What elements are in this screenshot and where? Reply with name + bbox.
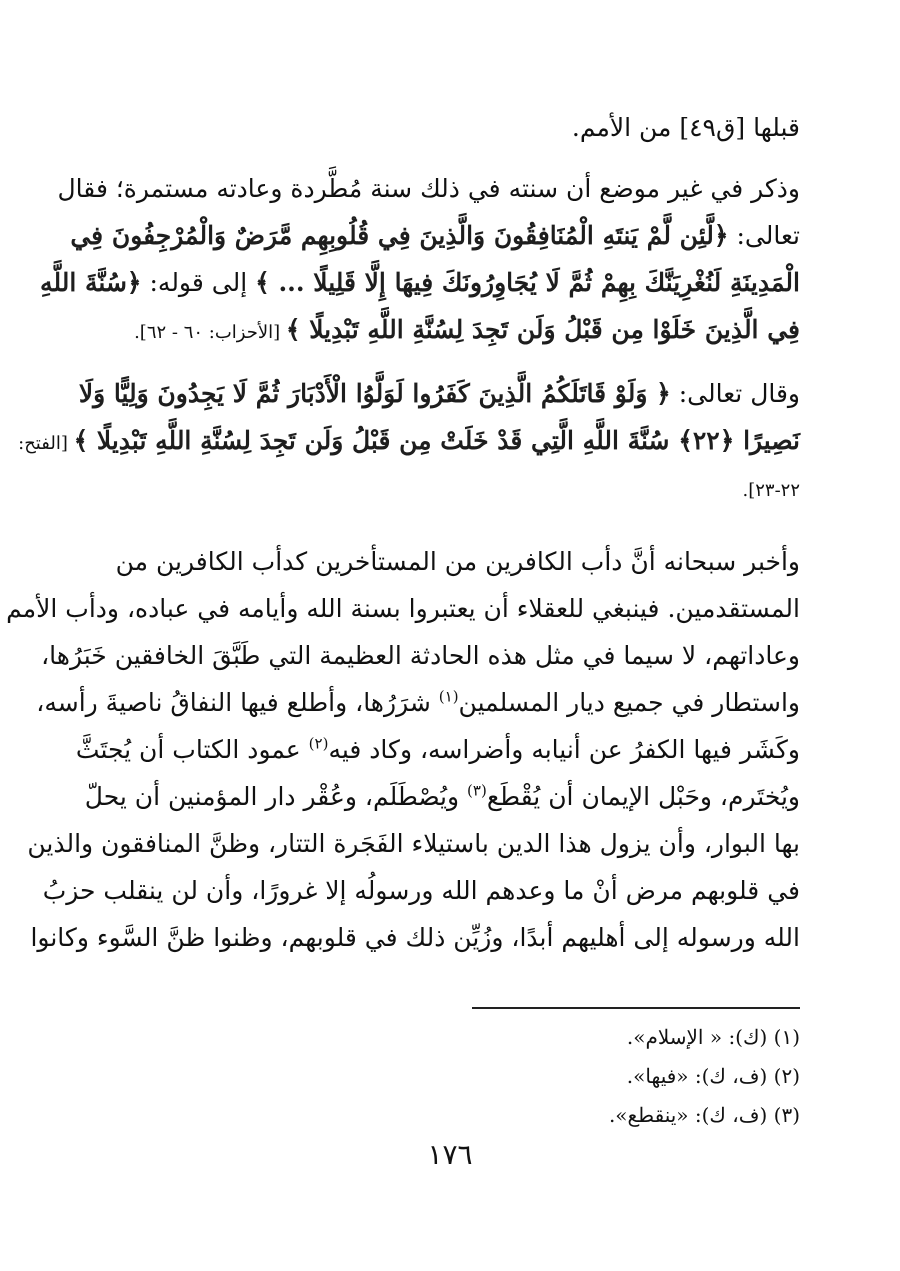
quran-verse: ﴿لَّئِن لَّمْ يَنتَهِ الْمُنَافِقُونَ وَالَّذِينَ فِي قُلُوبِهِم مَّرَضٌ وَالْمُرْجِفُونَ فِي	[70, 221, 729, 250]
text-run: ويُصْطَلَم، وعُقْر دار المؤمنين أن يحلّ	[84, 782, 468, 811]
text-run: وكَشَر فيها الكفرُ عن أنيابه وأضراسه، وكاد فيه	[328, 735, 800, 764]
text-run: إلى قوله:	[141, 268, 256, 297]
paragraph-4-line	[75, 726, 800, 773]
paragraph-2-line	[70, 212, 800, 259]
footnote-item: (٢) (ف، ك): «فيها».	[626, 1064, 800, 1088]
paragraph-4-line: وعاداتهم، لا سيما في مثل هذه الحادثة العظيمة التي طَبَّقَ الخافقين خَبَرُها،	[41, 641, 800, 670]
footnotes	[300, 1018, 800, 1135]
paragraph-2-line	[40, 259, 800, 306]
paragraph-4-line	[84, 773, 800, 820]
text-run: تعالى:	[728, 221, 800, 250]
paragraph-4-line	[36, 679, 800, 726]
text-run: وقال تعالى:	[670, 379, 800, 408]
text-run: ويُختَرم، وحَبْل الإيمان أن يُقْطَع	[486, 782, 800, 811]
footnote-divider	[472, 1007, 800, 1009]
page-number: ١٧٦	[427, 1138, 473, 1171]
footnote-item: (٣) (ف، ك): «ينقطع».	[608, 1103, 800, 1127]
footnote-item: (١) (ك): « الإسلام».	[626, 1025, 800, 1049]
quran-verse: فِي الَّذِينَ خَلَوْا مِن قَبْلُ وَلَن تَجِدَ لِسُنَّةِ اللَّهِ تَبْدِيلًا ﴾	[285, 315, 800, 344]
text-run: شرَرُها، وأطلع فيها النفاقُ ناصيةَ رأسه،	[36, 688, 439, 717]
footnote-ref[interactable]: (١)	[438, 687, 459, 706]
paragraph-4-line: المستقدمين. فينبغي للعقلاء أن يعتبروا بسنة الله وأيامه في عباده، ودأب الأمم	[6, 594, 800, 623]
footnote-ref[interactable]: (٣)	[467, 781, 487, 800]
footnote-ref[interactable]: (٢)	[308, 734, 329, 753]
quran-verse: ﴿سُنَّةَ اللَّهِ	[40, 268, 142, 297]
paragraph-2-line	[100, 306, 800, 356]
paragraph-1-line: قبلها [ق٤٩] من الأمم.	[571, 113, 800, 142]
paragraph-4-line: وأخبر سبحانه أنَّ دأب الكافرين من المستأخرين كدأب الكافرين من	[115, 547, 800, 576]
verse-citation: [الأحزاب: ٦٠ - ٦٢].	[134, 322, 286, 343]
text-run: واستطار في جميع ديار المسلمين	[458, 688, 800, 717]
verse-citation: [الفتح:	[18, 433, 74, 454]
paragraph-4-line: بها البوار، وأن يزول هذا الدين باستيلاء الفَجَرة التتار، وظنَّ المنافقون والذين	[27, 829, 800, 858]
paragraph-3-line	[18, 417, 800, 467]
main-text	[6, 104, 800, 961]
quran-verse: ﴿ وَلَوْ قَاتَلَكُمُ الَّذِينَ كَفَرُوا لَوَلَّوُا الْأَدْبَارَ ثُمَّ لَا يَجِدُونَ وَلِيًّا وَلَا	[78, 379, 671, 408]
paragraph-3-line	[78, 370, 800, 417]
verse-citation: ٢٢-٢٣].	[742, 480, 800, 501]
paragraph-2-line: وذكر في غير موضع أن سنته في ذلك سنة مُطَّردة وعادته مستمرة؛ فقال	[57, 174, 800, 203]
quran-verse: الْمَدِينَةِ لَنُغْرِيَنَّكَ بِهِمْ ثُمَّ لَا يُجَاوِرُونَكَ فِيهَا إِلَّا قَلِيلًا ... ﴾	[255, 268, 800, 297]
paragraph-4-line: الله ورسوله إلى أهليهم أبدًا، وزُيِّن ذلك في قلوبهم، وظنوا ظنَّ السَّوء وكانوا	[30, 923, 800, 952]
text-run: عمود الكتاب أن يُجتَثَّ	[75, 735, 309, 764]
paragraph-4-line: في قلوبهم مرض أنْ ما وعدهم الله ورسولُه إلا غرورًا، وأن لن ينقلب حزبُ	[42, 876, 800, 905]
quran-verse: نَصِيرًا ﴿٢٢﴾ سُنَّةَ اللَّهِ الَّتِي قَدْ خَلَتْ مِن قَبْلُ وَلَن تَجِدَ لِسُنَّةِ اللَّهِ تَبْدِيلًا ﴾	[73, 426, 800, 455]
